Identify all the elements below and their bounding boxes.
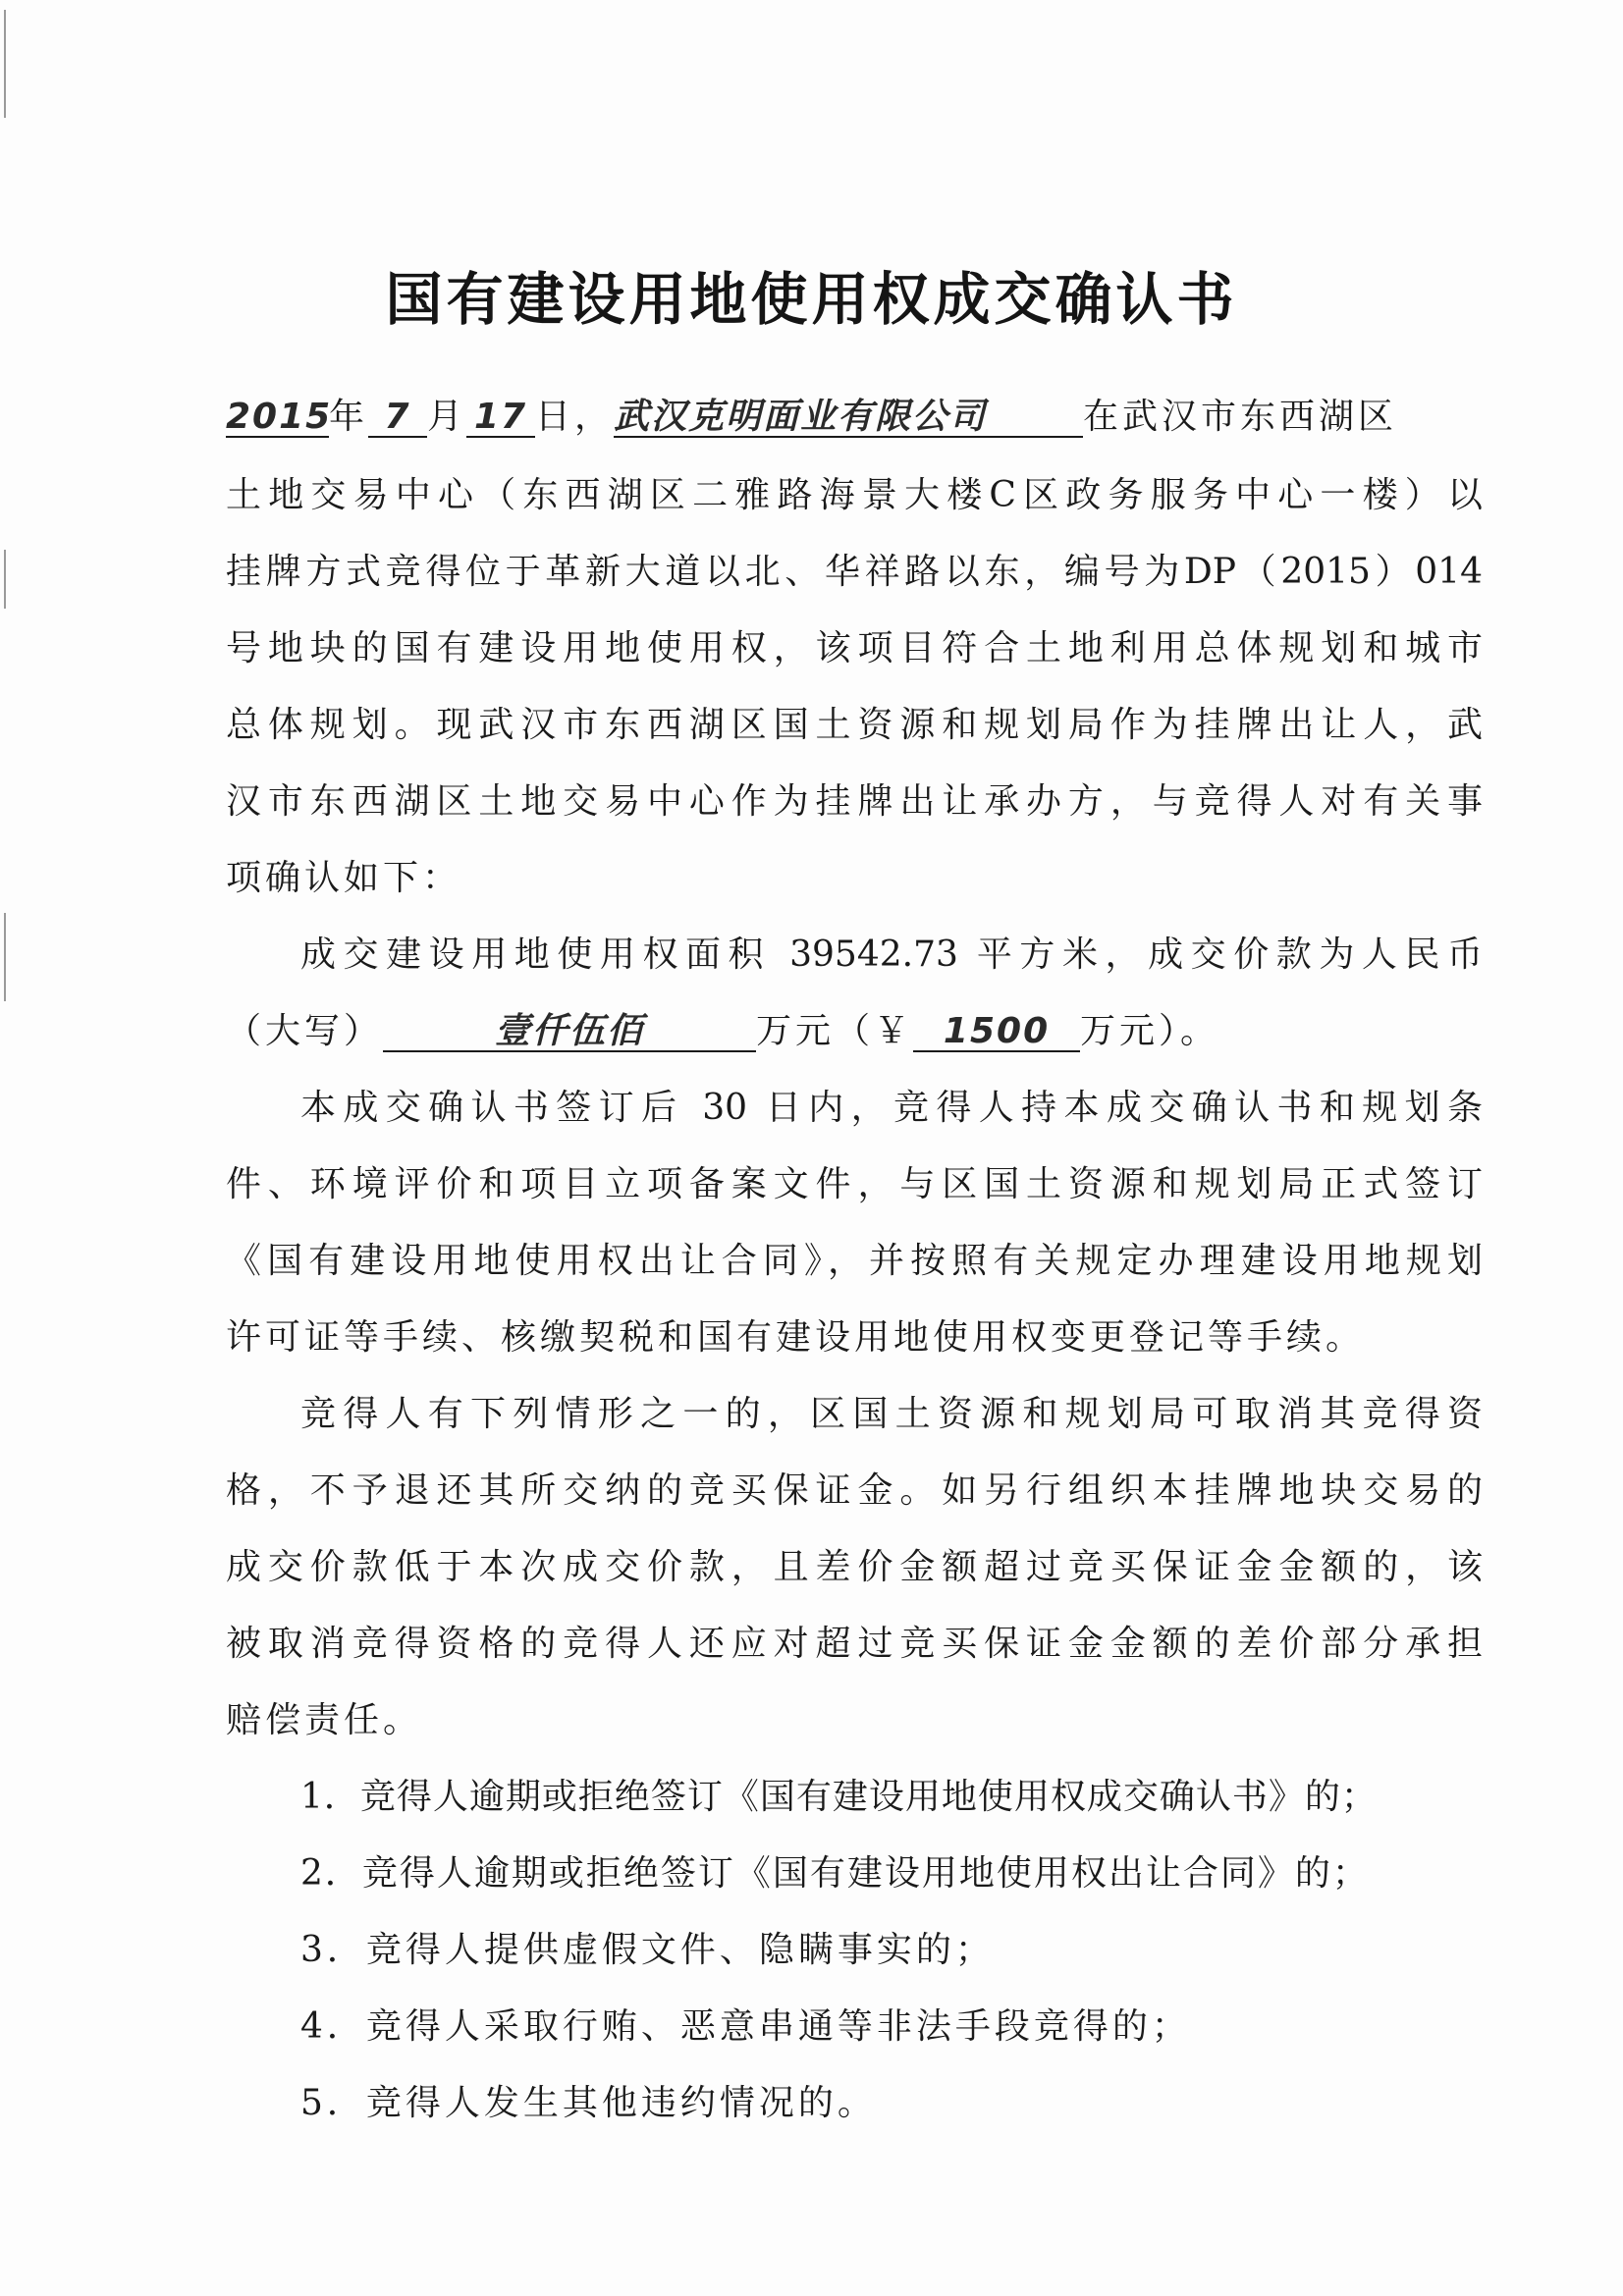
amount-words-field: 壹仟伍佰 — [383, 1013, 756, 1052]
document-title: 国有建设用地使用权成交确认书 — [385, 266, 1238, 333]
day-field: 17 — [466, 399, 535, 438]
date-buyer-line — [226, 398, 1483, 438]
p4-line4: 被取消竞得资格的竞得人还应对超过竞买保证金金额的差价部分承担 — [226, 1624, 1483, 1664]
scan-edge-mark — [4, 10, 6, 118]
year-field: 2015 — [226, 397, 333, 437]
list-item: 1．竞得人逾期或拒绝签订《国有建设用地使用权成交确认书》的； — [300, 1777, 1378, 1817]
p1-line2: 土地交易中心（东西湖区二雅路海景大楼C区政务服务中心一楼）以 — [226, 475, 1483, 515]
list-item: 5．竞得人发生其他违约情况的。 — [300, 2083, 877, 2123]
month-field: 7 — [368, 399, 427, 438]
list-item: 3．竞得人提供虚假文件、隐瞒事实的； — [300, 1930, 995, 1970]
p1-line5: 总体规划。现武汉市东西湖区国土资源和规划局作为挂牌出让人，武 — [226, 705, 1483, 745]
list-item: 4．竞得人采取行贿、恶意串通等非法手段竞得的； — [300, 2006, 1191, 2047]
scan-edge-mark — [4, 550, 6, 609]
p1-line3: 挂牌方式竞得位于革新大道以北、华祥路以东，编号为DP（2015）014 — [226, 552, 1483, 592]
p4-line1: 竞得人有下列情形之一的，区国土资源和规划局可取消其竞得资 — [300, 1394, 1483, 1434]
amount-words-prefix: （大写） — [226, 1011, 384, 1051]
scan-edge-mark — [4, 913, 6, 1001]
p2-line2 — [226, 1012, 1483, 1052]
p4-line2: 格，不予退还其所交纳的竞买保证金。如另行组织本挂牌地块交易的 — [226, 1470, 1483, 1511]
amount-number-field: 1500 — [913, 1013, 1080, 1052]
p1-line6: 汉市东西湖区土地交易中心作为挂牌出让承办方，与竞得人对有关事 — [226, 781, 1483, 822]
p4-line5: 赔偿责任。 — [226, 1700, 423, 1740]
year-unit: 年 — [329, 397, 369, 437]
p4-line3: 成交价款低于本次成交价款，且差价金额超过竞买保证金金额的，该 — [226, 1547, 1483, 1587]
p3-line3: 《国有建设用地使用权出让合同》，并按照有关规定办理建设用地规划 — [226, 1241, 1483, 1281]
p3-line1: 本成交确认书签订后 30 日内，竞得人持本成交确认书和规划条 — [300, 1088, 1483, 1128]
p2-line1: 成交建设用地使用权面积 39542.73 平方米，成交价款为人民币 — [300, 934, 1483, 975]
month-unit: 月 — [427, 397, 467, 437]
day-unit: 日， — [535, 397, 615, 437]
list-item: 2．竞得人逾期或拒绝签订《国有建设用地使用权出让合同》的； — [300, 1853, 1370, 1894]
p3-line4: 许可证等手续、核缴契税和国有建设用地使用权变更登记等手续。 — [226, 1317, 1366, 1358]
amount-mid: 万元（￥ — [756, 1011, 914, 1051]
amount-suffix: 万元）。 — [1080, 1011, 1220, 1051]
p3-line2: 件、环境评价和项目立项备案文件，与区国土资源和规划局正式签订 — [226, 1164, 1483, 1204]
buyer-field: 武汉克明面业有限公司 — [614, 399, 1083, 438]
p1-line7: 项确认如下： — [226, 858, 462, 898]
p1-line1-tail: 在武汉市东西湖区 — [1083, 397, 1398, 437]
p1-line4: 号地块的国有建设用地使用权，该项目符合土地利用总体规划和城市 — [226, 628, 1483, 668]
